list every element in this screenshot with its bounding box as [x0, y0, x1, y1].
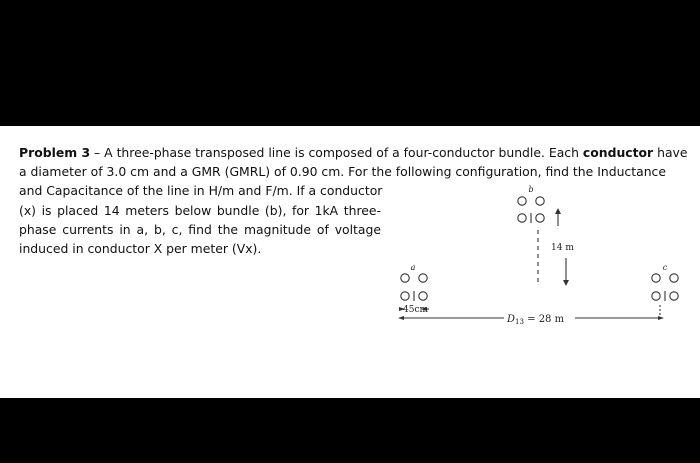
vertical-distance-label: 14 m [551, 243, 574, 253]
d13-value: = 28 m [523, 314, 565, 325]
line-1-end: have [653, 145, 688, 160]
bundle-b [518, 197, 544, 223]
label-c: c [662, 263, 668, 272]
bundle-c [652, 274, 678, 301]
line-1-text: A three-phase transposed line is composed of a four-conductor bundle. Each [104, 145, 583, 160]
bold-conductor: conductor [582, 145, 654, 160]
d13-symbol: D [507, 314, 516, 325]
bundle-a [401, 274, 427, 301]
label-b: b [528, 185, 534, 194]
problem-line-3: and Capacitance of the line in H/m and F/m. If a conductor [19, 183, 383, 199]
heading-dash: – [90, 145, 105, 160]
problem-line-2: a diameter of 3.0 cm and a GMR (GMRL) of 0.90 cm. For the following configuration, find the Inductance [19, 164, 666, 180]
problem-question: (x) is placed 14 meters below bundle (b), for 1kA three-phase currents in a, b, c, find the magnitude of voltage induced in conductor X per meter (Vx). [19, 202, 381, 257]
bundle-spacing-label: 45cm [403, 305, 429, 315]
label-a: a [410, 263, 416, 272]
problem-heading: Problem 3 [19, 145, 91, 160]
d13-label [506, 314, 565, 326]
d13-subscript: 13 [515, 318, 524, 326]
